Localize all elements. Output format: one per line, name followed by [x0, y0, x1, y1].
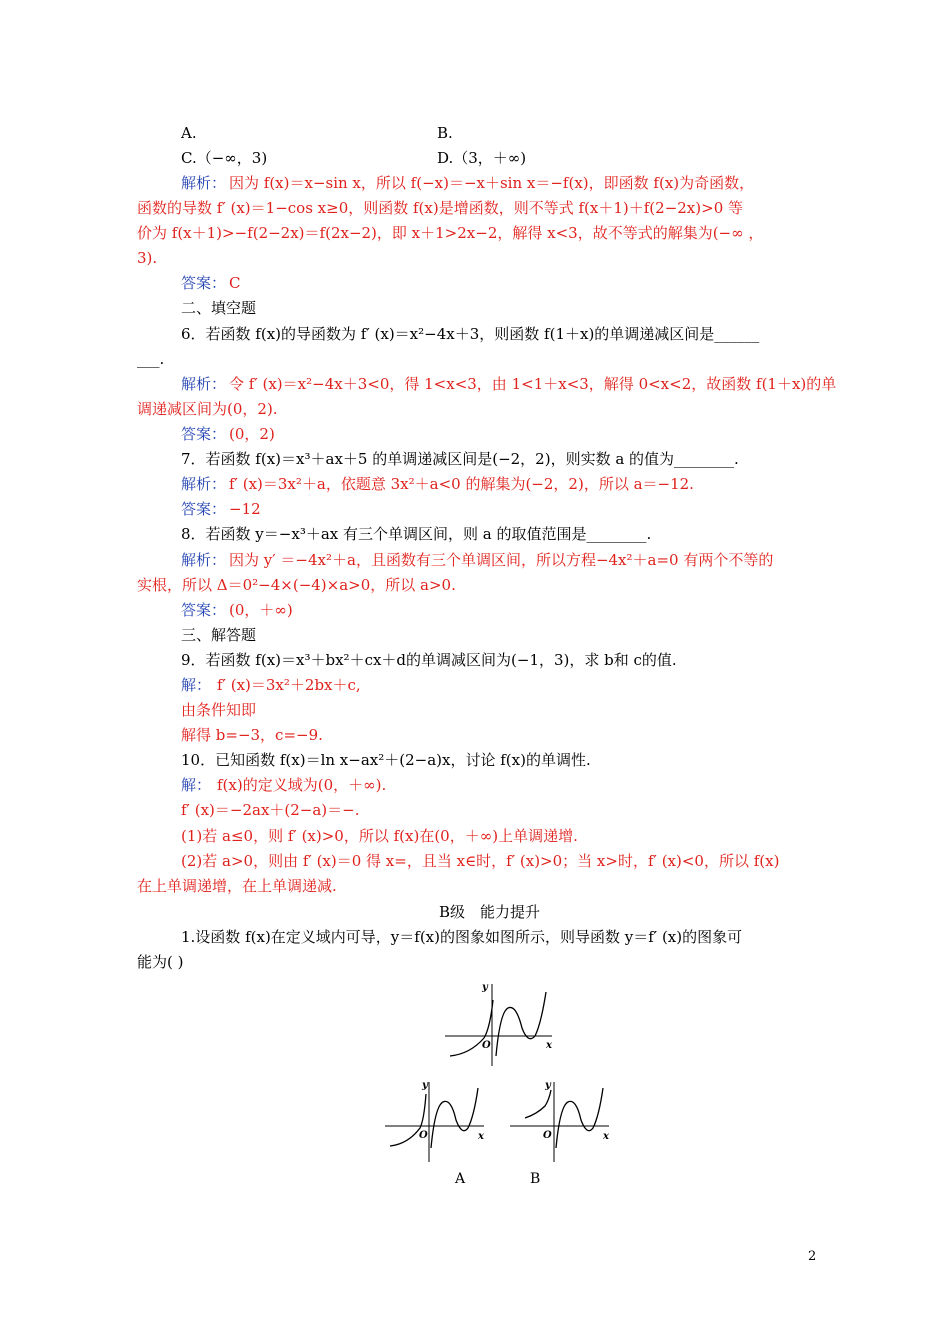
- q6-analysis-text: 令 f′ (x)＝x²−4x＋3<0，得 1<x<3，由 1<1＋x<3，解得 0<x<2，故函数 f(1＋x)的单: [229, 375, 837, 393]
- q9-question-text: 9．若函数 f(x)＝x³＋bx²＋cx＋d的单调减区间为(−1，3)，求 b和 c的值.: [181, 651, 677, 669]
- q6-analysis-text: 调递减区间为(0，2).: [137, 400, 278, 418]
- q5-answer-value: C: [229, 274, 241, 292]
- origin-label: O: [543, 1130, 552, 1141]
- q8-answer-label: 答案：: [181, 601, 227, 619]
- curve-right-branch: [496, 992, 546, 1056]
- b1-question-text: 能为( ): [137, 953, 184, 971]
- q9-solution-text: 解得 b=−3，c=−9.: [181, 726, 323, 744]
- q10-solution-text: f(x)的定义域为(0，＋∞).: [217, 776, 387, 794]
- q10-solution-text: (2)若 a>0，则由 f′ (x)＝0 得 x=，且当 x∈时，f′ (x)>0；当 x>时，f′ (x)<0，所以 f(x): [181, 852, 780, 870]
- option-a-graph: [382, 1076, 492, 1164]
- section-title: 三、解答题: [181, 626, 257, 644]
- q8-question-text: 8．若函数 y＝−x³＋ax 有三个单调区间，则 a 的取值范围是________.: [181, 525, 652, 543]
- axis-label-x: x: [546, 1040, 552, 1051]
- caption-a: A: [455, 1171, 466, 1187]
- q5-analysis-text: 因为 f(x)＝x−sin x，所以 f(−x)＝−x＋sin x＝−f(x)，即函数 f(x)为奇函数，: [229, 174, 755, 192]
- section-title: B级 能力提升: [439, 903, 541, 921]
- q8-analysis-label: 解析：: [181, 551, 227, 569]
- q6-answer-label: 答案：: [181, 425, 227, 443]
- q9-solution-text: 由条件知即: [181, 701, 257, 719]
- q7-analysis-label: 解析：: [181, 475, 227, 493]
- q10-solution-text: f′ (x)＝−2ax＋(2−a)＝−.: [181, 801, 360, 819]
- q7-answer-label: 答案：: [181, 500, 227, 518]
- q9-solution-text: f′ (x)＝3x²＋2bx＋c,: [217, 676, 361, 694]
- curve-left-branch: [525, 1090, 551, 1118]
- q8-answer-value: (0，＋∞): [229, 601, 293, 619]
- curve-right-branch: [431, 1088, 478, 1148]
- q6-analysis-label: 解析：: [181, 375, 227, 393]
- caption-b: B: [530, 1171, 541, 1187]
- q5-analysis-text: 函数的导数 f′ (x)＝1−cos x≥0，则函数 f(x)是增函数，则不等式 f(x＋1)＋f(2−2x)>0 等: [137, 199, 744, 217]
- q10-question-text: 10．已知函数 f(x)＝ln x−ax²＋(2−a)x，讨论 f(x)的单调性.: [181, 751, 591, 769]
- function-graph-main: [440, 978, 560, 1070]
- axis-label-x: x: [603, 1131, 609, 1142]
- q8-analysis-text: 因为 y′ ＝−4x²＋a，且函数有三个单调区间，所以方程−4x²＋a=0 有两个不等的: [229, 551, 774, 569]
- q9-solution-label: 解：: [181, 676, 212, 694]
- q10-solution-text: (1)若 a≤0，则 f′ (x)>0，所以 f(x)在(0，＋∞)上单调递增.: [181, 827, 578, 845]
- b1-question-text: 1.设函数 f(x)在定义域内可导，y＝f(x)的图象如图所示，则导函数 y＝f′ (x)的图象可: [181, 928, 743, 946]
- q7-analysis-text: f′ (x)＝3x²＋a，依题意 3x²＋a<0 的解集为(−2，2)，所以 a＝−12.: [229, 475, 694, 493]
- section-title: 二、填空题: [181, 299, 257, 317]
- q8-analysis-text: 实根，所以 Δ＝0²−4×(−4)×a>0，所以 a>0.: [137, 576, 456, 594]
- q6-question-text: ___.: [137, 350, 165, 368]
- q7-answer-value: −12: [229, 500, 261, 518]
- q5-option-a: A.: [181, 124, 197, 142]
- q5-answer-label: 答案：: [181, 274, 227, 292]
- axis-label-x: x: [478, 1131, 484, 1142]
- origin-label: O: [482, 1040, 491, 1051]
- axis-label-y: y: [545, 1080, 551, 1091]
- curve-right-branch: [556, 1088, 603, 1148]
- option-b-graph: [507, 1076, 617, 1164]
- page-number: 2: [808, 1249, 817, 1264]
- q5-option-c: C.（−∞，3): [181, 149, 268, 167]
- axis-label-y: y: [482, 982, 488, 993]
- q6-answer-value: (0，2): [229, 425, 275, 443]
- q10-solution-label: 解：: [181, 776, 212, 794]
- origin-label: O: [419, 1130, 428, 1141]
- q5-analysis-text: 价为 f(x＋1)>−f(2−2x)＝f(2x−2)，即 x＋1>2x−2，解得 x<3，故不等式的解集为(−∞ ，: [137, 224, 764, 242]
- q5-option-b: B.: [437, 124, 453, 142]
- axis-label-y: y: [422, 1080, 428, 1091]
- q5-analysis-text: 3).: [137, 249, 158, 267]
- q5-option-d: D.（3，＋∞): [437, 149, 527, 167]
- q5-analysis-label: 解析：: [181, 174, 227, 192]
- q10-solution-text: 在上单调递增，在上单调递减.: [137, 877, 337, 895]
- q6-question-text: 6．若函数 f(x)的导函数为 f′ (x)＝x²−4x＋3，则函数 f(1＋x)的单调递减区间是______: [181, 325, 760, 343]
- q7-question-text: 7．若函数 f(x)＝x³＋ax＋5 的单调递减区间是(−2，2)，则实数 a 的值为________.: [181, 450, 739, 468]
